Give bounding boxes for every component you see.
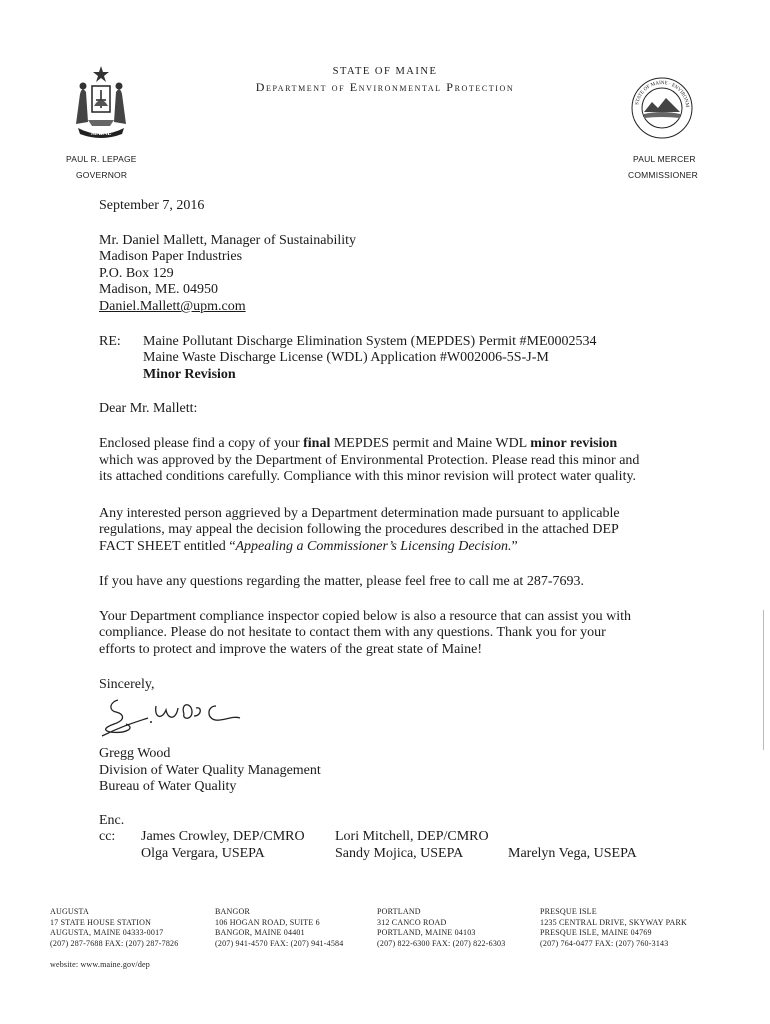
recipient-line3: P.O. Box 129 [99, 266, 174, 281]
para2-line1: Any interested person aggrieved by a Department determination made pursuant to applicable [99, 506, 620, 521]
para2-line3: FACT SHEET entitled “Appealing a Commissioner’s Licensing Decision.” [99, 539, 518, 554]
governor-name: PAUL R. LEPAGE [66, 154, 137, 164]
closing: Sincerely, [99, 677, 155, 692]
signer-name: Gregg Wood [99, 746, 171, 761]
cc-label: cc: [99, 829, 116, 844]
para4-line1: Your Department compliance inspector copied below is also a resource that can assist you with [99, 609, 631, 624]
para1-line3: its attached conditions carefully. Compliance with this minor revision will protect water quality. [99, 469, 637, 484]
signer-division: Division of Water Quality Management [99, 763, 321, 778]
re-line1: Maine Pollutant Discharge Elimination System (MEPDES) Permit #ME0002534 [143, 334, 597, 349]
cc-recipient: Lori Mitchell, DEP/CMRO [335, 829, 489, 844]
signer-bureau: Bureau of Water Quality [99, 779, 237, 794]
cc-recipient: Marelyn Vega, USEPA [508, 846, 637, 861]
commissioner-title: COMMISSIONER [628, 170, 698, 180]
svg-text:STATE OF MAINE · ENVIRONMENTAL [630, 76, 689, 108]
enclosure: Enc. [99, 813, 125, 828]
para4-line2: compliance. Please do not hesitate to contact them with any questions. Thank you for your [99, 625, 606, 640]
cc-recipient: Olga Vergara, USEPA [141, 846, 265, 861]
para1-line2: which was approved by the Department of Environmental Protection. Please read this minor and [99, 453, 640, 468]
footer-office-augusta: AUGUSTA 17 STATE HOUSE STATION AUGUSTA, MAINE 04333-0017 (207) 287-7688 FAX: (207) 287-7826 [50, 907, 179, 948]
recipient-line1: Mr. Daniel Mallett, Manager of Sustainability [99, 233, 357, 248]
seal-banner-text: MAINE [90, 131, 112, 137]
cc-recipient: Sandy Mojica, USEPA [335, 846, 464, 861]
footer-office-presque-isle: PRESQUE ISLE 1235 CENTRAL DRIVE, SKYWAY PARK PRESQUE ISLE, MAINE 04769 (207) 764-0477 FAX: (207) 760-3143 [540, 907, 688, 948]
recipient-line2: Madison Paper Industries [99, 249, 243, 264]
commissioner-name: PAUL MERCER [633, 154, 696, 164]
governor-title: GOVERNOR [76, 170, 128, 180]
footer-website-link[interactable]: website: www.maine.gov/dep [50, 960, 150, 969]
re-label: RE: [99, 334, 121, 349]
footer-office-bangor: BANGOR 106 HOGAN ROAD, SUITE 6 BANGOR, MAINE 04401 (207) 941-4570 FAX: (207) 941-4584 [215, 907, 344, 948]
maine-coat-of-arms-icon [70, 64, 132, 140]
letterhead-state: STATE OF MAINE [332, 66, 438, 77]
recipient-line4: Madison, ME. 04950 [99, 282, 218, 297]
re-line3: Minor Revision [143, 367, 236, 382]
salutation: Dear Mr. Mallett: [99, 401, 198, 416]
footer-office-portland: PORTLAND 312 CANCO ROAD PORTLAND, MAINE 04103 (207) 822-6300 FAX: (207) 822-6303 [377, 907, 506, 948]
para4-line3: efforts to protect and improve the waters of the great state of Maine! [99, 642, 483, 657]
letter-date: September 7, 2016 [99, 198, 205, 213]
dep-seal-icon [630, 76, 694, 140]
re-line2: Maine Waste Discharge License (WDL) Application #W002006-5S-J-M [143, 350, 549, 365]
cc-recipient: James Crowley, DEP/CMRO [141, 829, 305, 844]
letterhead-department: Department of Environmental Protection [255, 80, 515, 94]
handwritten-signature [96, 692, 246, 738]
para1-line1: Enclosed please find a copy of your final MEPDES permit and Maine WDL minor revision [99, 436, 618, 451]
para2-line2: regulations, may appeal the decision following the procedures described in the attached DEP [99, 522, 619, 537]
recipient-email-link[interactable]: Daniel.Mallett@upm.com [99, 299, 246, 314]
para3: If you have any questions regarding the matter, please feel free to call me at 287-7693. [99, 574, 584, 589]
scan-margin-line [763, 610, 764, 750]
seal-ring-text: STATE OF MAINE · ENVIRONM [635, 80, 690, 108]
